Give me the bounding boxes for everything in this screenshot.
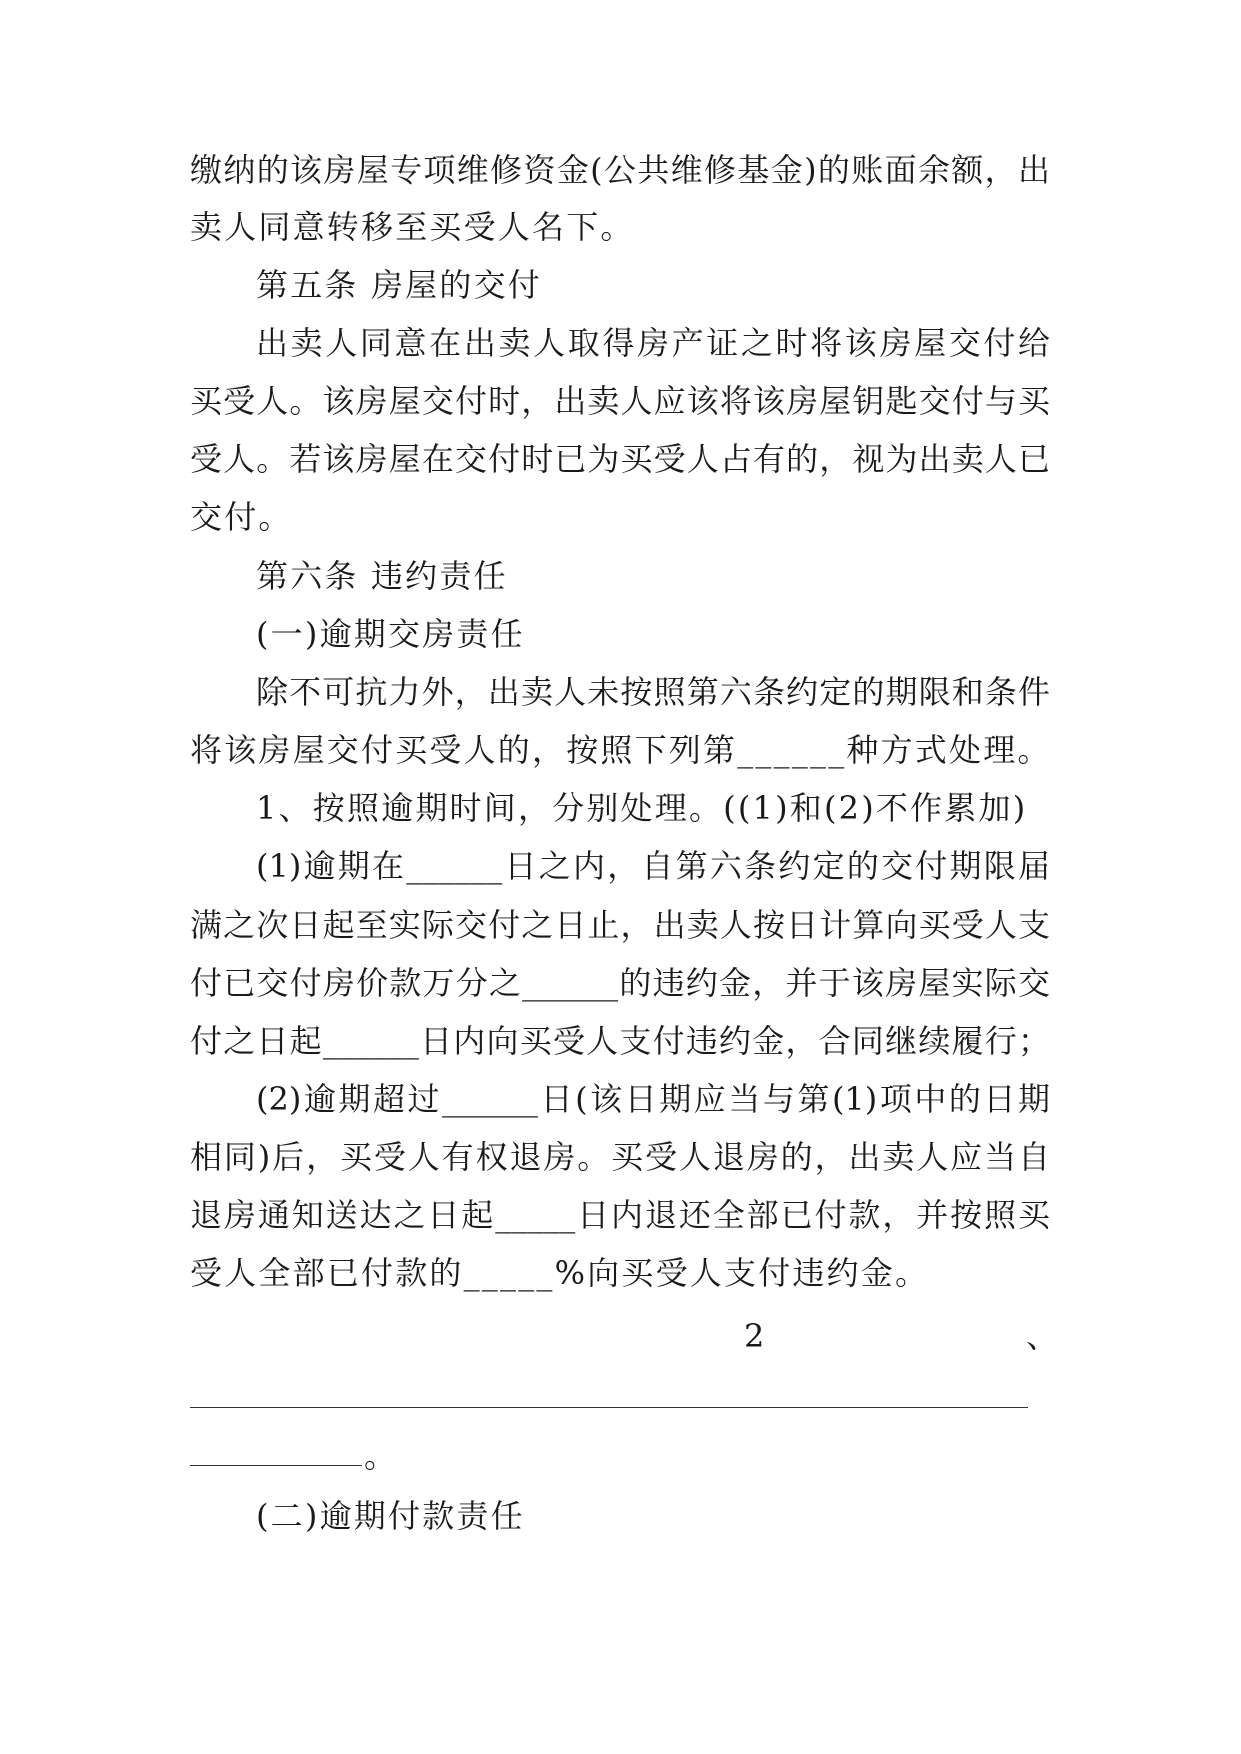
paragraph-line: 缴纳的该房屋专项维修资金(公共维修基金)的账面余额，出 — [190, 151, 1050, 189]
paragraph-line: 卖人同意转移至买受人名下。 — [190, 208, 635, 246]
blank-fill-line — [190, 1465, 362, 1466]
paragraph-line: 付已交付房价款万分之______的违约金，并于该房屋实际交 — [190, 964, 1050, 1002]
section-heading: 第六条 违约责任 — [256, 557, 508, 595]
paragraph-line: 交付。 — [190, 498, 293, 536]
subsection-heading: (二)逾期付款责任 — [256, 1497, 525, 1535]
paragraph-line: 出卖人同意在出卖人取得房产证之时将该房屋交付给 — [256, 324, 1050, 362]
blank-fill-line — [190, 1407, 1028, 1408]
paragraph-line: 受人。若该房屋在交付时已为买受人占有的，视为出卖人已 — [190, 440, 1050, 478]
paragraph-line: 退房通知送达之日起_____日内退还全部已付款，并按照买 — [190, 1196, 1050, 1234]
paragraph-line: 相同)后，买受人有权退房。买受人退房的，出卖人应当自 — [190, 1138, 1050, 1176]
paragraph-line: 买受人。该房屋交付时，出卖人应该将该房屋钥匙交付与买 — [190, 382, 1050, 420]
paragraph-line: 除不可抗力外，出卖人未按照第六条约定的期限和条件 — [256, 673, 1050, 711]
paragraph-line: (1)逾期在______日之内，自第六条约定的交付期限届 — [256, 847, 1050, 885]
item-mark: 、 — [1026, 1317, 1059, 1355]
subsection-heading: (一)逾期交房责任 — [256, 615, 525, 653]
item-number: 2 — [744, 1317, 765, 1355]
section-heading: 第五条 房屋的交付 — [256, 266, 542, 304]
end-mark: 。 — [364, 1437, 397, 1475]
paragraph-line: (2)逾期超过______日(该日期应当与第(1)项中的日期 — [256, 1080, 1050, 1118]
paragraph-line: 付之日起______日内向买受人支付违约金，合同继续履行； — [190, 1022, 1050, 1060]
paragraph-line: 1、按照逾期时间，分别处理。((1)和(2)不作累加) — [256, 789, 1028, 827]
paragraph-line: 满之次日起至实际交付之日止，出卖人按日计算向买受人支 — [190, 906, 1050, 944]
paragraph-line: 受人全部已付款的_____%向买受人支付违约金。 — [190, 1254, 930, 1292]
paragraph-line: 将该房屋交付买受人的，按照下列第______种方式处理。 — [190, 731, 1052, 769]
